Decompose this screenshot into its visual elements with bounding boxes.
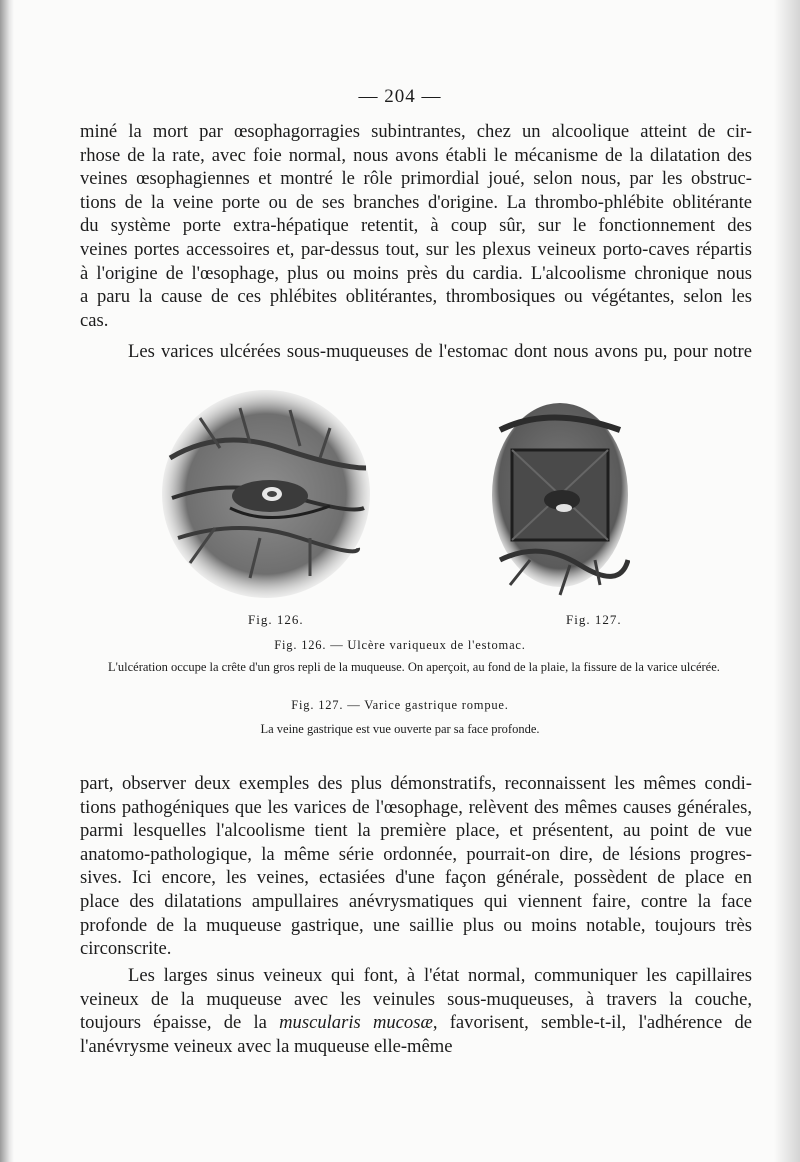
figure-126-caption-text: L'ulcération occupe la crête d'un gros repli de la muqueuse. On aperçoit, au fond de la plaie, la fissure de la varice ulcérée. [108,660,720,674]
figure-127-illustration [490,400,630,600]
text-line: a paru la cause de ces phlébites oblitérantes, thrombosiques ou végétantes, selon les [80,286,752,308]
figure-127-caption-title: Fig. 127. — Varice gastrique rompue. [291,698,509,712]
text-line: Les larges sinus veineux qui font, à l'état normal, communiquer les capillaires [128,965,752,986]
page-number: — 204 — [358,86,442,107]
text-line: veines œsophagiennes et montré le rôle primordial joué, selon nous, par les obstruc- [80,168,752,190]
paragraph-3 [80,772,752,961]
text-line: miné la mort par œsophagorragies subintrantes, chez un alcoolique atteint de cir- [80,121,752,142]
text-fragment: , favorisent, semble-t-il, l'adhérence de [432,1012,752,1034]
text-line [80,1011,752,1035]
figure-127-caption-text: La veine gastrique est vue ouverte par sa face profonde. [260,722,540,736]
text-line: Les varices ulcérées sous-muqueuses de l'estomac dont nous avons pu, pour notre [128,341,752,362]
figure-126-illustration [160,388,372,600]
text-line: cas. [80,309,109,331]
text-line: profonde de la muqueuse gastrique, une saillie plus ou moins notable, toujours très [80,914,752,936]
paragraph-1 [80,120,752,332]
text-line: tions pathogéniques que les varices de l'œsophage, relèvent des mêmes causes générales, [80,796,752,818]
text-line: anatomo-pathologique, la même série ordonnée, pourrait-on dire, de lésions progres- [80,843,752,865]
text-line: part, observer deux exemples des plus démonstratifs, reconnaissent les mêmes condi- [80,773,752,794]
paragraph-2 [80,340,752,364]
italic-term: muscularis mucosæ [279,1012,433,1034]
text-line: circonscrite. [80,938,172,960]
text-line: à l'origine de l'œsophage, plus ou moins près du cardia. L'alcoolisme chronique nous [80,262,752,284]
text-line: l'anévrysme veineux avec la muqueuse elle-même [80,1035,453,1057]
paragraph-4 [80,964,752,1058]
text-line: rhose de la rate, avec foie normal, nous avons établi le mécanisme de la dilatation des [80,144,752,166]
text-line: du système porte extra-hépatique retentit, à coup sûr, sur le fonctionnement des [80,215,752,237]
text-line: place des dilatations ampullaires anévrysmatiques qui viennent faire, contre la face [80,890,752,912]
figure-126-label: Fig. 126. [248,612,304,627]
text-line: parmi lesquelles l'alcoolisme tient la première place, et présentent, au point de vue [80,820,752,842]
text-line: veines portes accessoires et, par-dessus tout, sur les plexus veineux porto-caves répartis [80,238,752,260]
figure-126-caption-title: Fig. 126. — Ulcère variqueux de l'estomac. [274,638,526,652]
text-line: veineux de la muqueuse avec les veinules sous-muqueuses, à travers la couche, [80,988,752,1010]
text-fragment: toujours épaisse, de la [80,1012,280,1034]
text-line: sives. Ici encore, les veines, ectasiées d'une façon générale, possèdent de place en [80,867,752,889]
figure-127-label: Fig. 127. [566,612,622,627]
text-line: tions de la veine porte ou de ses branches d'origine. La thrombo-phlébite oblitérante [80,191,752,213]
